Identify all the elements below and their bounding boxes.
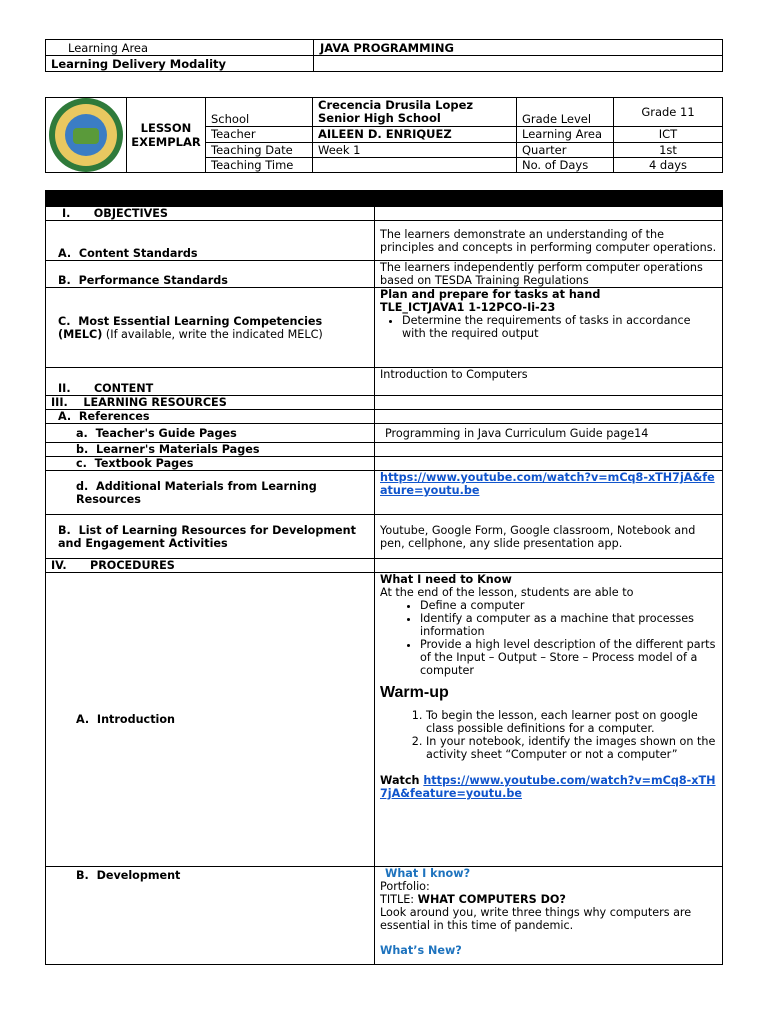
watch-line: Watch https://www.youtube.com/watch?v=mCq8-xTH7jA&feature=youtu.be bbox=[380, 774, 716, 800]
dev-text: Look around you, write three things why computers are essential in this time of pandemic. bbox=[380, 906, 692, 932]
delivery-value bbox=[314, 56, 723, 72]
school-logo bbox=[46, 98, 127, 173]
school-value: Crecencia Drusila Lopez Senior High School bbox=[313, 98, 517, 127]
objectives-value bbox=[375, 207, 723, 221]
warmup-heading: Warm-up bbox=[380, 684, 449, 701]
content-standards-value: The learners demonstrate an understanding of the principles and concepts in performing computer operations. bbox=[375, 221, 723, 261]
school-seal-icon bbox=[49, 98, 123, 172]
development-content bbox=[375, 867, 723, 965]
additional-materials-label: d. Additional Materials from Learning Resources bbox=[46, 471, 375, 515]
delivery-label: Learning Delivery Modality bbox=[46, 56, 314, 72]
area-label: Learning Area bbox=[517, 127, 614, 142]
date-value: Week 1 bbox=[313, 142, 517, 157]
grade-value: Grade 11 bbox=[614, 98, 723, 127]
procedures-value bbox=[375, 559, 723, 573]
days-label: No. of Days bbox=[517, 157, 614, 172]
header-table bbox=[45, 39, 723, 72]
textbook-value bbox=[375, 457, 723, 471]
learning-area-value: JAVA PROGRAMMING bbox=[314, 40, 723, 56]
objectives-label: I. OBJECTIVES bbox=[46, 207, 375, 221]
lesson-table bbox=[45, 190, 723, 965]
content-label: II. CONTENT bbox=[46, 368, 375, 396]
resources-label: III. LEARNING RESOURCES bbox=[46, 396, 375, 410]
dev-heading: What I know? bbox=[385, 867, 471, 880]
references-value bbox=[375, 410, 723, 424]
quarter-value: 1st bbox=[614, 142, 723, 157]
date-label: Teaching Date bbox=[206, 142, 313, 157]
content-standards-label: A. Content Standards bbox=[46, 221, 375, 261]
list-item: 2. In your notebook, identify the images shown on the activity sheet “Computer or not a computer” bbox=[426, 735, 717, 761]
learners-materials-value bbox=[375, 443, 723, 457]
additional-materials-value bbox=[375, 471, 723, 515]
development-label: B. Development bbox=[46, 867, 375, 965]
lesson-exemplar-title: LESSON EXEMPLAR bbox=[127, 98, 206, 173]
area-value: ICT bbox=[614, 127, 723, 142]
list-item: 1. To begin the lesson, each learner post on google class possible definitions for a computer. bbox=[426, 709, 717, 735]
list-item: • Provide a high level description of the different parts of the Input – Output – Store – Process model of a computer bbox=[420, 638, 717, 677]
resources-value bbox=[375, 396, 723, 410]
performance-standards-label: B. Performance Standards bbox=[46, 261, 375, 288]
list-item: • Define a computer bbox=[420, 599, 717, 612]
performance-standards-value: The learners independently perform computer operations based on TESDA Training Regulations bbox=[375, 261, 723, 288]
content-value: Introduction to Computers bbox=[375, 368, 723, 396]
dev-portfolio: Portfolio: bbox=[380, 880, 430, 893]
references-label: A. References bbox=[46, 410, 375, 424]
dev-title: TITLE: WHAT COMPUTERS DO? bbox=[380, 893, 566, 906]
dev-whats-new: What’s New? bbox=[380, 944, 462, 957]
intro-text: At the end of the lesson, students are able to bbox=[380, 586, 634, 599]
learners-materials-label: b. Learner's Materials Pages bbox=[46, 443, 375, 457]
melc-value bbox=[375, 288, 723, 368]
list-item: • Identify a computer as a machine that processes information bbox=[420, 612, 717, 638]
melc-title: Plan and prepare for tasks at hand bbox=[380, 288, 601, 301]
warmup-steps bbox=[380, 709, 717, 761]
learning-area-label: Learning Area bbox=[46, 40, 314, 56]
intro-bullets bbox=[380, 599, 717, 677]
melc-code: TLE_ICTJAVA1 1-12PCO-Ii-23 bbox=[380, 301, 556, 314]
melc-bullet: • Determine the requirements of tasks in accordance with the required output bbox=[402, 314, 717, 340]
teacher-value: AILEEN D. ENRIQUEZ bbox=[313, 127, 517, 142]
additional-materials-link[interactable]: https://www.youtube.com/watch?v=mCq8-xTH7jA&feature=youtu.be bbox=[380, 471, 715, 497]
learning-resources-list-label: B. List of Learning Resources for Development and Engagement Activities bbox=[46, 515, 375, 559]
time-label: Teaching Time bbox=[206, 157, 313, 172]
intro-heading: What I need to Know bbox=[380, 573, 512, 586]
textbook-label: c. Textbook Pages bbox=[46, 457, 375, 471]
table-header-bar bbox=[46, 191, 723, 207]
melc-label: C. Most Essential Learning Competencies (MELC) (If available, write the indicated MELC) bbox=[46, 288, 375, 368]
teacher-label: Teacher bbox=[206, 127, 313, 142]
teachers-guide-value: Programming in Java Curriculum Guide page14 bbox=[375, 424, 723, 443]
learning-resources-list-value: Youtube, Google Form, Google classroom, Notebook and pen, cellphone, any slide presentation app. bbox=[375, 515, 723, 559]
school-label: School bbox=[206, 98, 313, 127]
quarter-label: Quarter bbox=[517, 142, 614, 157]
introduction-content bbox=[375, 573, 723, 867]
introduction-label: A. Introduction bbox=[46, 573, 375, 867]
procedures-label: IV. PROCEDURES bbox=[46, 559, 375, 573]
exemplar-table bbox=[45, 97, 723, 173]
grade-label: Grade Level bbox=[517, 98, 614, 127]
time-value bbox=[313, 157, 517, 172]
teachers-guide-label: a. Teacher's Guide Pages bbox=[46, 424, 375, 443]
days-value: 4 days bbox=[614, 157, 723, 172]
watch-link[interactable]: https://www.youtube.com/watch?v=mCq8-xTH7jA&feature=youtu.be bbox=[380, 774, 716, 800]
